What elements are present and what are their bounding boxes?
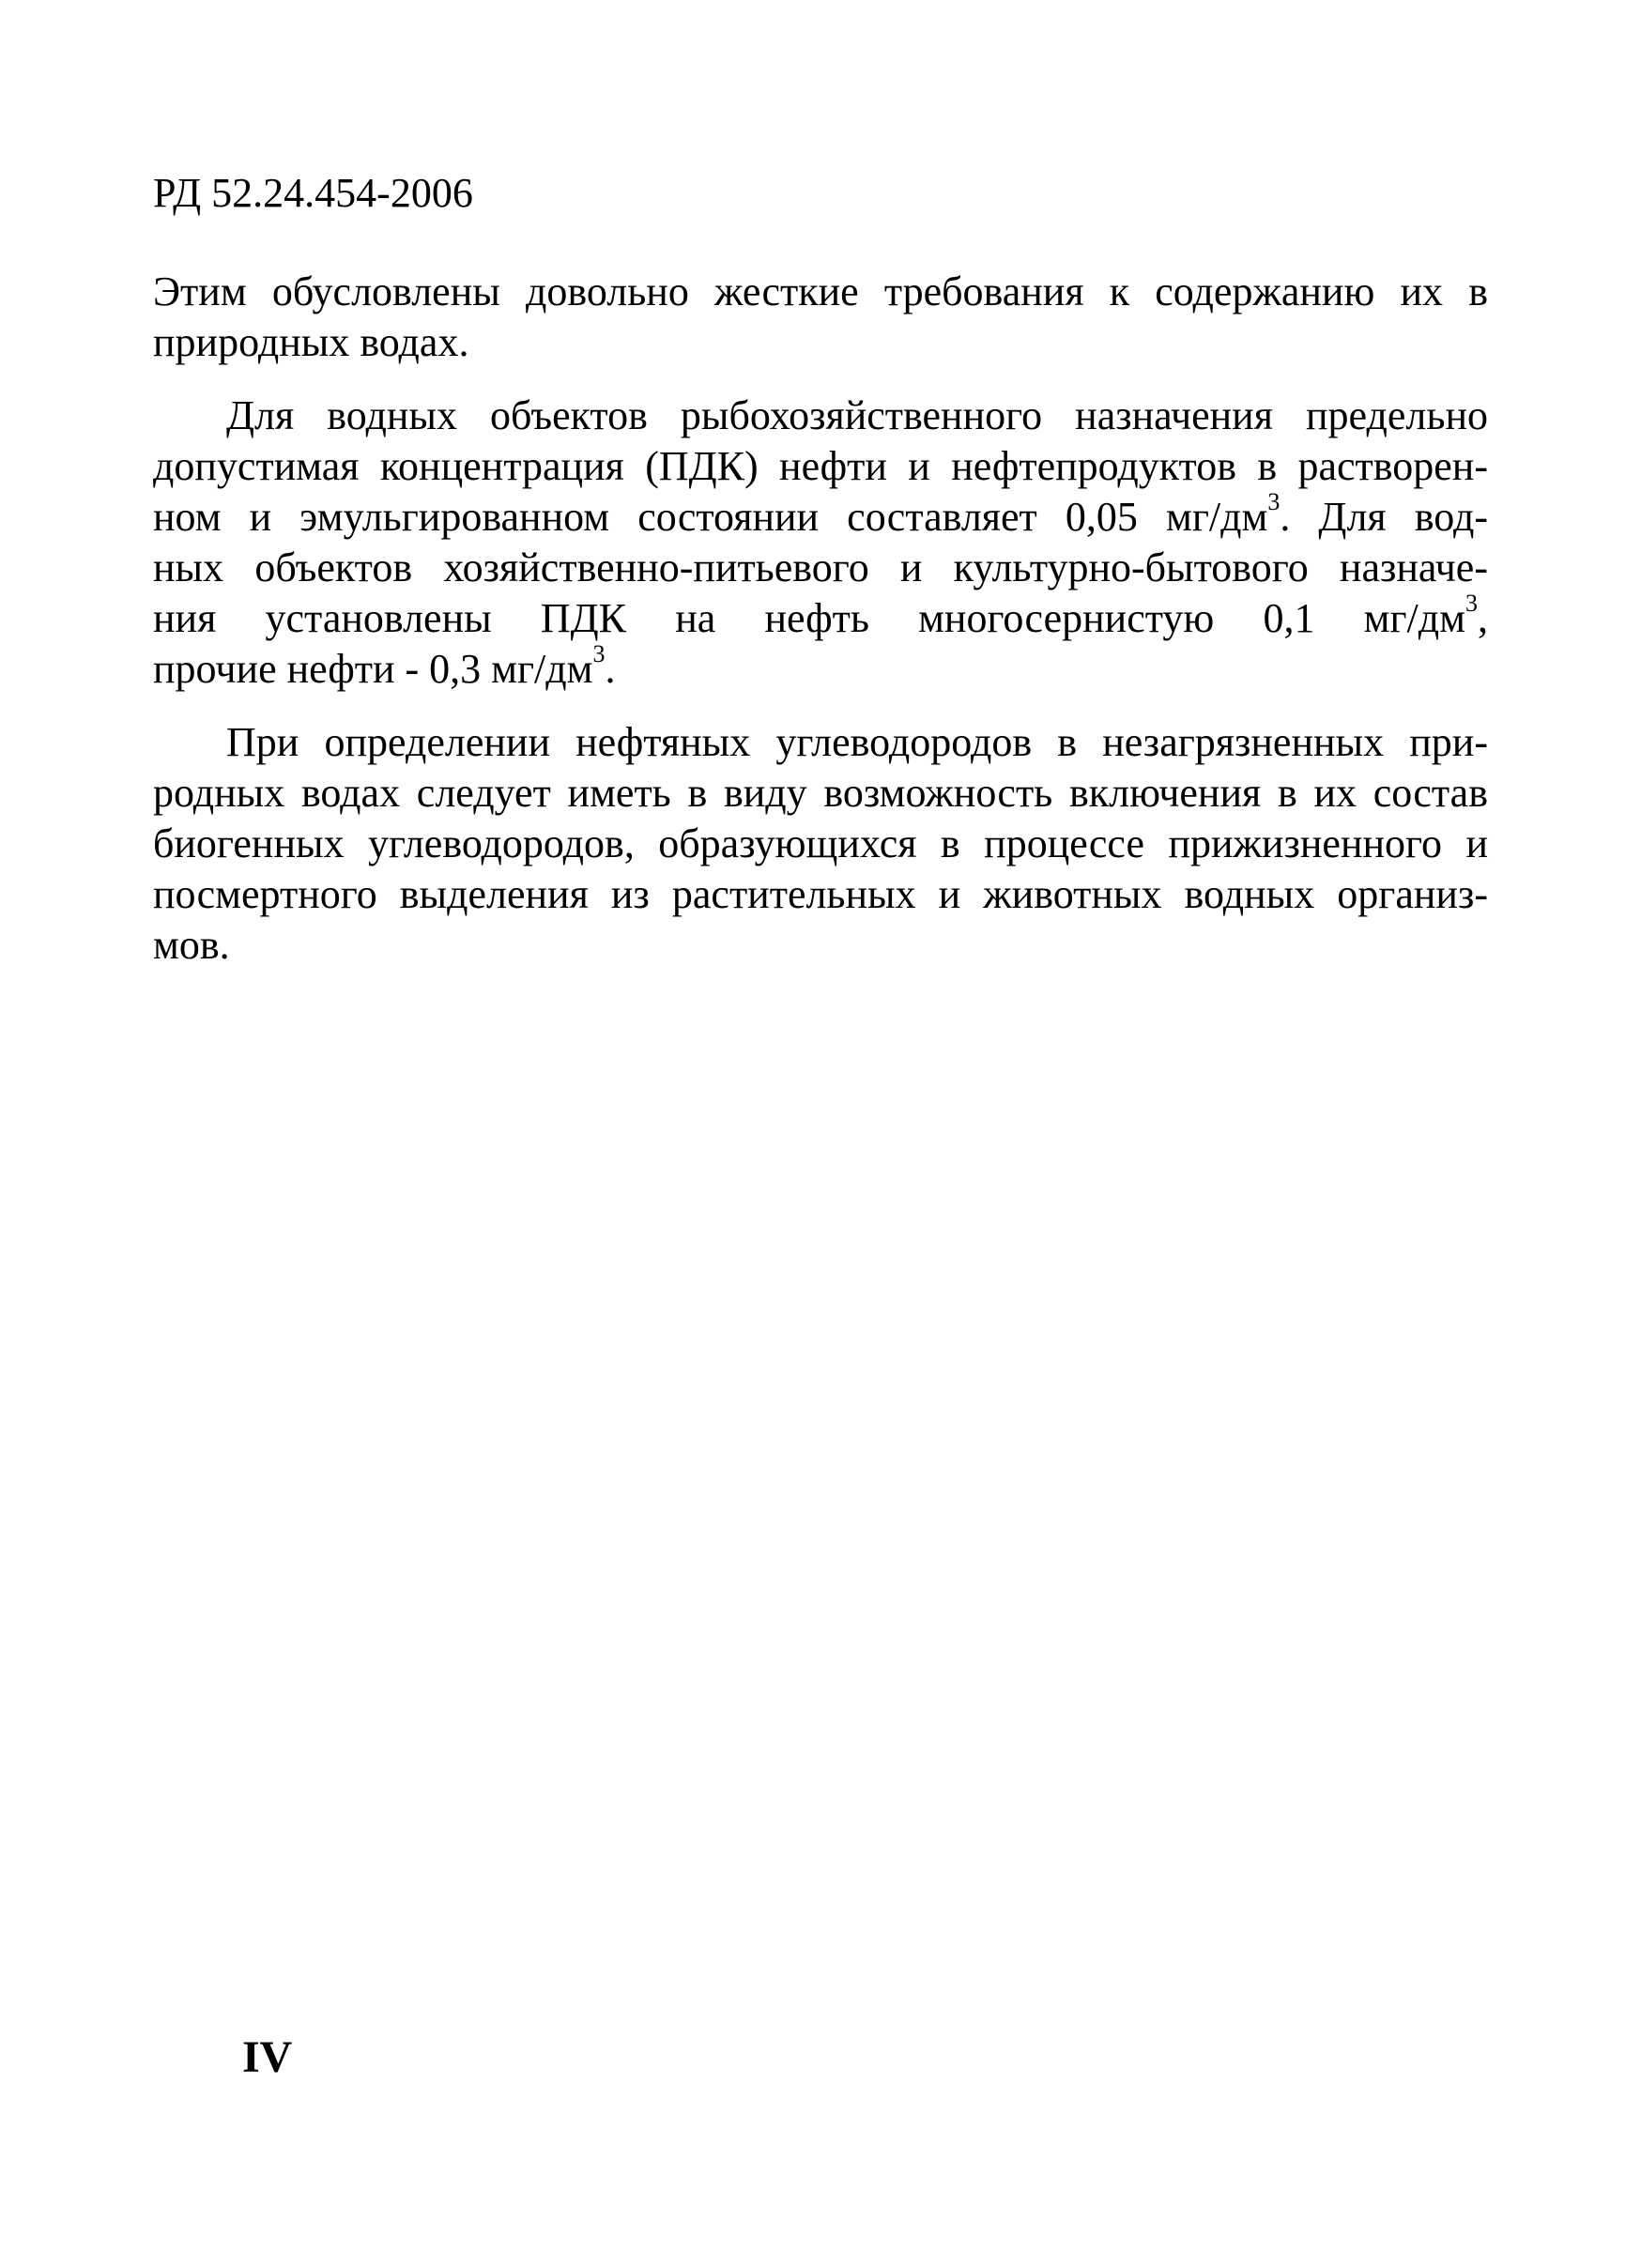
paragraph-2 — [153, 391, 1488, 695]
text-line — [153, 488, 1488, 543]
text-line: посмертного выделения из растительных и животных водных организ- — [153, 871, 1488, 917]
text-line: природных водах. — [153, 319, 469, 365]
superscript-3: 3 — [1267, 488, 1281, 516]
body-text — [153, 267, 1488, 971]
paragraph-gap — [153, 695, 1488, 717]
text-line: Для водных объектов рыбохозяйственного назначения предельно — [226, 392, 1488, 438]
page-number: IV — [242, 2032, 293, 2082]
superscript-3: 3 — [592, 640, 606, 668]
text-line: Этим обусловлены довольно жесткие требования к содержанию их в — [153, 268, 1488, 314]
text-line: мов. — [153, 922, 230, 968]
text-line: родных водах следует иметь в виду возможность включения в их состав — [153, 770, 1488, 816]
text-line: допустимая концентрация (ПДК) нефти и нефтепродуктов в растворен- — [153, 443, 1488, 489]
paragraph-3 — [153, 717, 1488, 971]
text-line: При определении нефтяных углеводородов в незагрязненных при- — [226, 719, 1488, 765]
text-fragment: . — [605, 646, 616, 692]
text-line: ных объектов хозяйственно-питьевого и культурно-бытового назначе- — [153, 544, 1488, 590]
document-code: РД 52.24.454-2006 — [153, 170, 473, 216]
text-fragment: ном и эмульгированном состоянии составляет 0,05 мг/дм — [153, 494, 1268, 540]
text-fragment: ния установлены ПДК на нефть многосернистую 0,1 мг/дм — [153, 595, 1465, 641]
text-line: биогенных углеводородов, образующихся в процессе прижизненного и — [153, 820, 1488, 866]
text-fragment: , — [1478, 595, 1488, 641]
paragraph-1 — [153, 267, 1488, 368]
superscript-3: 3 — [1465, 590, 1478, 618]
text-line — [153, 590, 1488, 644]
text-fragment: прочие нефти - 0,3 мг/дм — [153, 646, 593, 692]
text-line — [153, 640, 1488, 695]
paragraph-gap — [153, 368, 1488, 391]
text-fragment: . Для вод- — [1280, 494, 1488, 540]
